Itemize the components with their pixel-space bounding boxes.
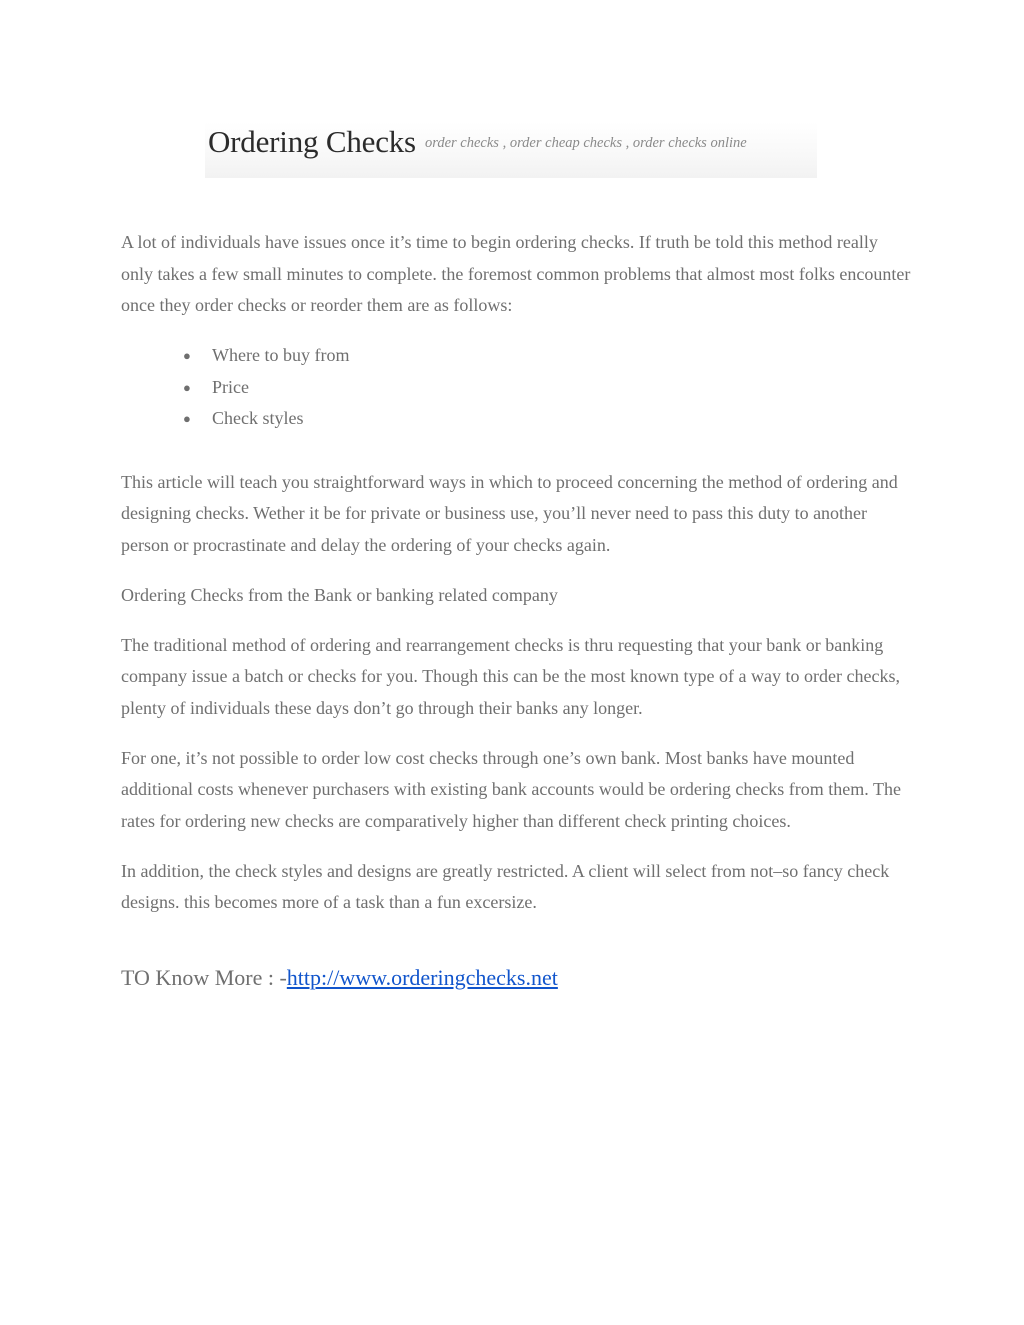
list-item: [183, 403, 911, 435]
list-item-label: Check styles: [212, 408, 304, 428]
bullet-icon: ●: [183, 348, 191, 363]
list-item: [183, 372, 911, 404]
list-item-label: Where to buy from: [212, 345, 350, 365]
know-more-label: TO Know More : -: [121, 964, 287, 990]
body-paragraph: In addition, the check styles and designs are greatly restricted. A client will select from not–so fancy check designs. this becomes more of a task than a fun excersize.: [121, 860, 890, 912]
bullet-icon: ●: [183, 411, 191, 426]
know-more-line: [121, 963, 911, 993]
header-banner-image: [205, 122, 817, 178]
section-heading: Ordering Checks from the Bank or banking related company: [121, 584, 558, 605]
body-paragraph: For one, it’s not possible to order low cost checks through one’s own bank. Most banks have mounted additional costs whenever purchasers with existing bank accounts would be ordering checks from them. The rates for ordering new checks are comparatively higher than different check printing choices.: [121, 747, 901, 831]
banner-title: Ordering Checks: [208, 124, 416, 159]
list-item: [183, 340, 911, 372]
intro-paragraph: A lot of individuals have issues once it’s time to begin ordering checks. If truth be told this method really only takes a few small minutes to complete. the foremost common problems that almost most folks encounter once they order checks or reorder them are as follows:: [121, 232, 911, 315]
problem-list: [121, 340, 911, 435]
body-paragraph: This article will teach you straightforward ways in which to proceed concerning the method of ordering and designing checks. Wether it be for private or business use, you’ll never need to pass this duty to another person or procrastinate and delay the ordering of your checks again.: [121, 471, 898, 555]
banner-tags: order checks , order cheap checks , order checks online: [425, 135, 747, 151]
bullet-icon: ●: [183, 379, 191, 395]
document-body: [121, 227, 911, 993]
body-paragraph: The traditional method of ordering and rearrangement checks is thru requesting that your bank or banking company issue a batch or checks for you. Though this can be the most known type of a way to order checks, plenty of individuals these days don’t go through their banks any longer.: [121, 634, 900, 718]
list-item-label: Price: [212, 376, 249, 397]
website-link[interactable]: http://www.orderingchecks.net: [286, 964, 558, 990]
